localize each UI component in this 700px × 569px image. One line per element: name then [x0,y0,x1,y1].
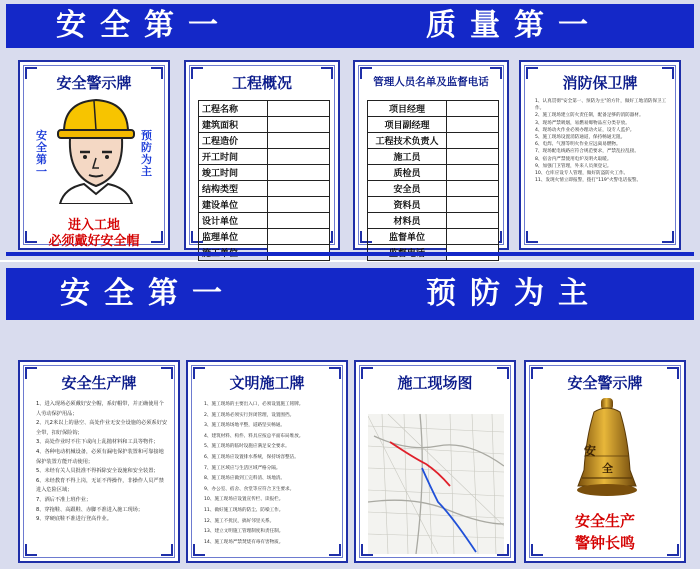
table-row: 工程造价 [199,133,330,149]
list-item: 8、施工现场应做到工完料清、场地清。 [204,476,286,482]
bottom-banner [6,268,694,320]
bottom-board [0,262,700,569]
list-item: 6、施工现场应设置排水系统，保持场容整洁。 [204,454,299,460]
safety-production-panel [18,360,180,563]
list-item: 5、施工现场的临时设施应满足安全要求。 [204,444,290,450]
civilized-construction-panel [186,360,348,563]
project-overview-table [198,100,330,261]
list-item: 10、仓库应设专人管理，做好防盗防火工作。 [535,171,629,177]
list-item: 7、酒后不准上班作业； [36,496,92,503]
list-item: 14、施工现场严禁焚烧有毒有害物质。 [204,539,284,545]
list-item: 1、施工现场的主要出入口，必须设置施工铭牌。 [204,402,304,407]
managers-panel [353,60,509,250]
top-banner-right-text: 质量第一 [426,8,602,43]
list-item: 2、施工现场建立防火责任制，配备足够的消防器材。 [535,113,644,119]
list-item: 4、现场动火作业必须办理动火证，设专人监护。 [535,127,635,133]
site-map-image [368,406,504,554]
table-row: 材料员 [368,213,499,229]
bell-caption-line2: 警钟长鸣 [574,534,635,552]
table-row: 建筑面积 [199,117,330,133]
list-item: 3、现场严禁吸烟，易燃易爆物品应分类存放。 [535,120,630,126]
table-row: 施工员 [368,149,499,165]
list-item: 6、未经教育不得上岗，无证不得操作，非操作人员严禁进入危险区域； [36,477,164,494]
list-item: 11、发现火情立即报警，拨打"119"火警电话报警。 [535,178,642,184]
list-item: 7、现场配电线路应符合规范要求，严禁乱拉乱接。 [535,149,639,155]
list-item: 9、穿硬底鞋不准进行登高作业。 [36,516,112,523]
safety-production-title: 安全生产牌 [61,374,137,392]
warning-bell-illustration [572,398,642,502]
safety-caption-line2: 必须戴好安全帽 [48,234,140,249]
list-item: 7、施工区域应与生活区域严格分隔。 [204,465,281,471]
list-item: 3、高处作业时不往下或向上乱抛材料和工具等物件； [36,439,159,446]
list-item: 3、施工现场场地平整，道路坚实畅通。 [204,423,286,429]
list-item: 12、施工不扰民，搞好邻里关系。 [204,518,275,524]
safety-warning-panel [18,60,170,250]
civilized-construction-rules [204,400,336,558]
table-row: 工程技术负责人 [368,133,499,149]
site-map-title: 施工现场图 [397,374,473,392]
managers-title: 管理人员名单及监督电话 [373,76,489,88]
top-board [0,0,700,260]
table-row: 项目经理 [368,101,499,117]
list-item: 8、穿拖鞋、高跟鞋、赤脚不准进入施工现场； [36,506,144,513]
top-board-bottom-stripe [6,252,694,256]
bottom-banner-right-text: 预防为主 [426,276,602,311]
table-row: 质检员 [368,165,499,181]
list-item: 11、做好施工现场的防尘、防噪工作。 [204,507,284,513]
list-item: 4、各种电动机械设备，必须有漏电保护装置和可靠接地保护装置方能开动使用； [36,448,164,465]
list-item: 1、认真贯彻"安全第一、预防为主"的方针，做好工地消防保卫工作。 [535,99,667,112]
left-vertical-text: 安 全 第 一 [36,129,47,178]
table-row: 结构类型 [199,181,330,197]
table-row: 竣工时间 [199,165,330,181]
fire-protection-panel [519,60,681,250]
fire-rules-text [535,98,669,244]
bell-caption-line1: 安全生产 [574,512,635,530]
right-vertical-text: 预 防 为 主 [141,129,152,178]
list-item: 2、凡2米以上的悬空、高处作业无安全设施的必须系好安全带，扣好保险钩； [36,420,168,436]
safety-bell-panel [524,360,686,563]
safety-bell-title: 安全警示牌 [567,374,643,392]
site-map-panel [354,360,516,563]
table-row: 开工时间 [199,149,330,165]
managers-table [367,100,499,261]
bottom-banner-left-text: 安全第一 [60,276,236,311]
list-item: 8、宿舍内严禁使用电炉及明火取暖。 [535,156,612,162]
table-row: 资料员 [368,197,499,213]
bell-char-left: 安 [584,444,597,458]
top-banner-left-text: 安全第一 [56,8,232,43]
list-item: 9、办公室、宿舍、食堂等应符合卫生要求。 [204,486,295,492]
safety-caption-line1: 进入工地 [67,218,120,233]
table-row: 监理单位 [199,229,330,245]
list-item: 5、施工现场设置消防通道，保持畅通无阻。 [535,135,626,141]
table-row: 安全员 [368,181,499,197]
list-item: 1、进入现场必须戴好安全帽，系好帽带，并正确使用个人劳动保护用品； [36,401,164,417]
hardhat-worker-illustration [54,96,138,204]
table-row: 工程名称 [199,101,330,117]
top-banner [6,4,694,48]
bell-char-center: 全 [602,462,613,475]
table-row: 项目副经理 [368,117,499,133]
list-item: 5、未经有关人员批准不得拆除安全设施和安全装置； [36,468,159,475]
civilized-construction-title: 文明施工牌 [229,374,305,392]
table-row: 监督单位 [368,229,499,245]
table-row: 设计单位 [199,213,330,229]
list-item: 10、施工现场应设置宣传栏、读报栏。 [204,497,284,503]
fire-protection-title: 消防保卫牌 [562,74,638,92]
safety-production-rules [36,400,168,558]
safety-warning-title: 安全警示牌 [56,74,132,92]
list-item: 13、建立文明施工管理制度和责任制。 [204,529,284,535]
list-item: 6、电焊、气割等明火作业应远离易燃物。 [535,142,621,148]
list-item: 2、施工现场必须实行封闭管理，设置围挡。 [204,412,295,418]
project-overview-title: 工程概况 [231,74,292,92]
project-overview-panel [184,60,340,250]
list-item: 9、加强门卫管理，外来人员须登记。 [535,163,612,169]
list-item: 4、建筑材料、构件、料具应按总平面布局堆放。 [204,433,304,439]
table-row: 建设单位 [199,197,330,213]
